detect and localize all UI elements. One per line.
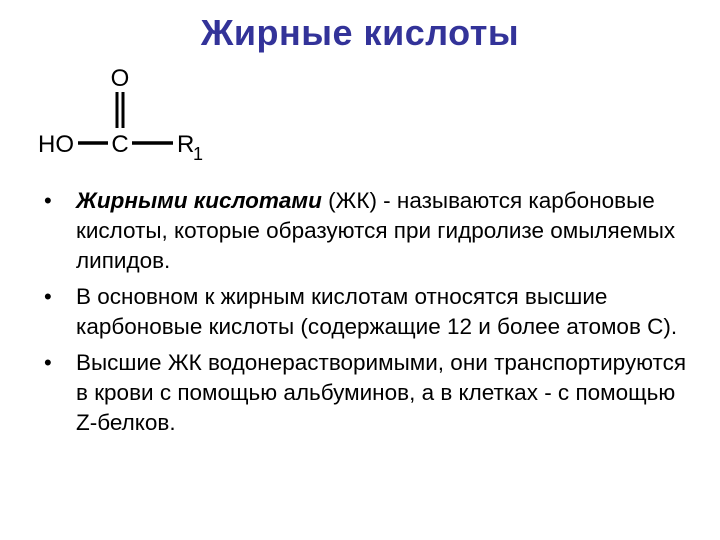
bullet-item-transport <box>44 348 694 438</box>
formula-radical-index: 1 <box>193 144 204 164</box>
bullet-marker: • <box>44 350 52 375</box>
bullet-item-higher-acids <box>44 282 694 342</box>
formula-hydroxyl-group: HO <box>38 131 74 158</box>
formula-oxygen-atom: O <box>110 65 130 92</box>
bullet-text: В основном к жирным кислотам относятся высшие карбоновые кислоты (содержащие 12 и более атомов С). <box>76 284 678 339</box>
bullet-term: Жирными кислотами <box>76 188 322 213</box>
formula-diagram <box>30 62 230 172</box>
bullet-list <box>44 186 694 444</box>
bullet-text: (ЖК) - называются карбоновые кислоты, которые образуются при гидролизе омыляемых липидов. <box>76 188 676 273</box>
bullet-item-definition <box>44 186 694 276</box>
fatty-acid-structural-formula <box>30 62 230 172</box>
bullet-marker: • <box>44 188 52 213</box>
bullet-marker: • <box>44 284 52 309</box>
slide-title: Жирные кислоты <box>200 12 520 53</box>
formula-radical: R <box>177 131 195 158</box>
bullet-text: Высшие ЖК водонерастворимыми, они транспортируются в крови с помощью альбуминов, а в клетках - с помощью Z-белков. <box>76 350 687 435</box>
formula-carbon-atom: C <box>111 131 129 158</box>
